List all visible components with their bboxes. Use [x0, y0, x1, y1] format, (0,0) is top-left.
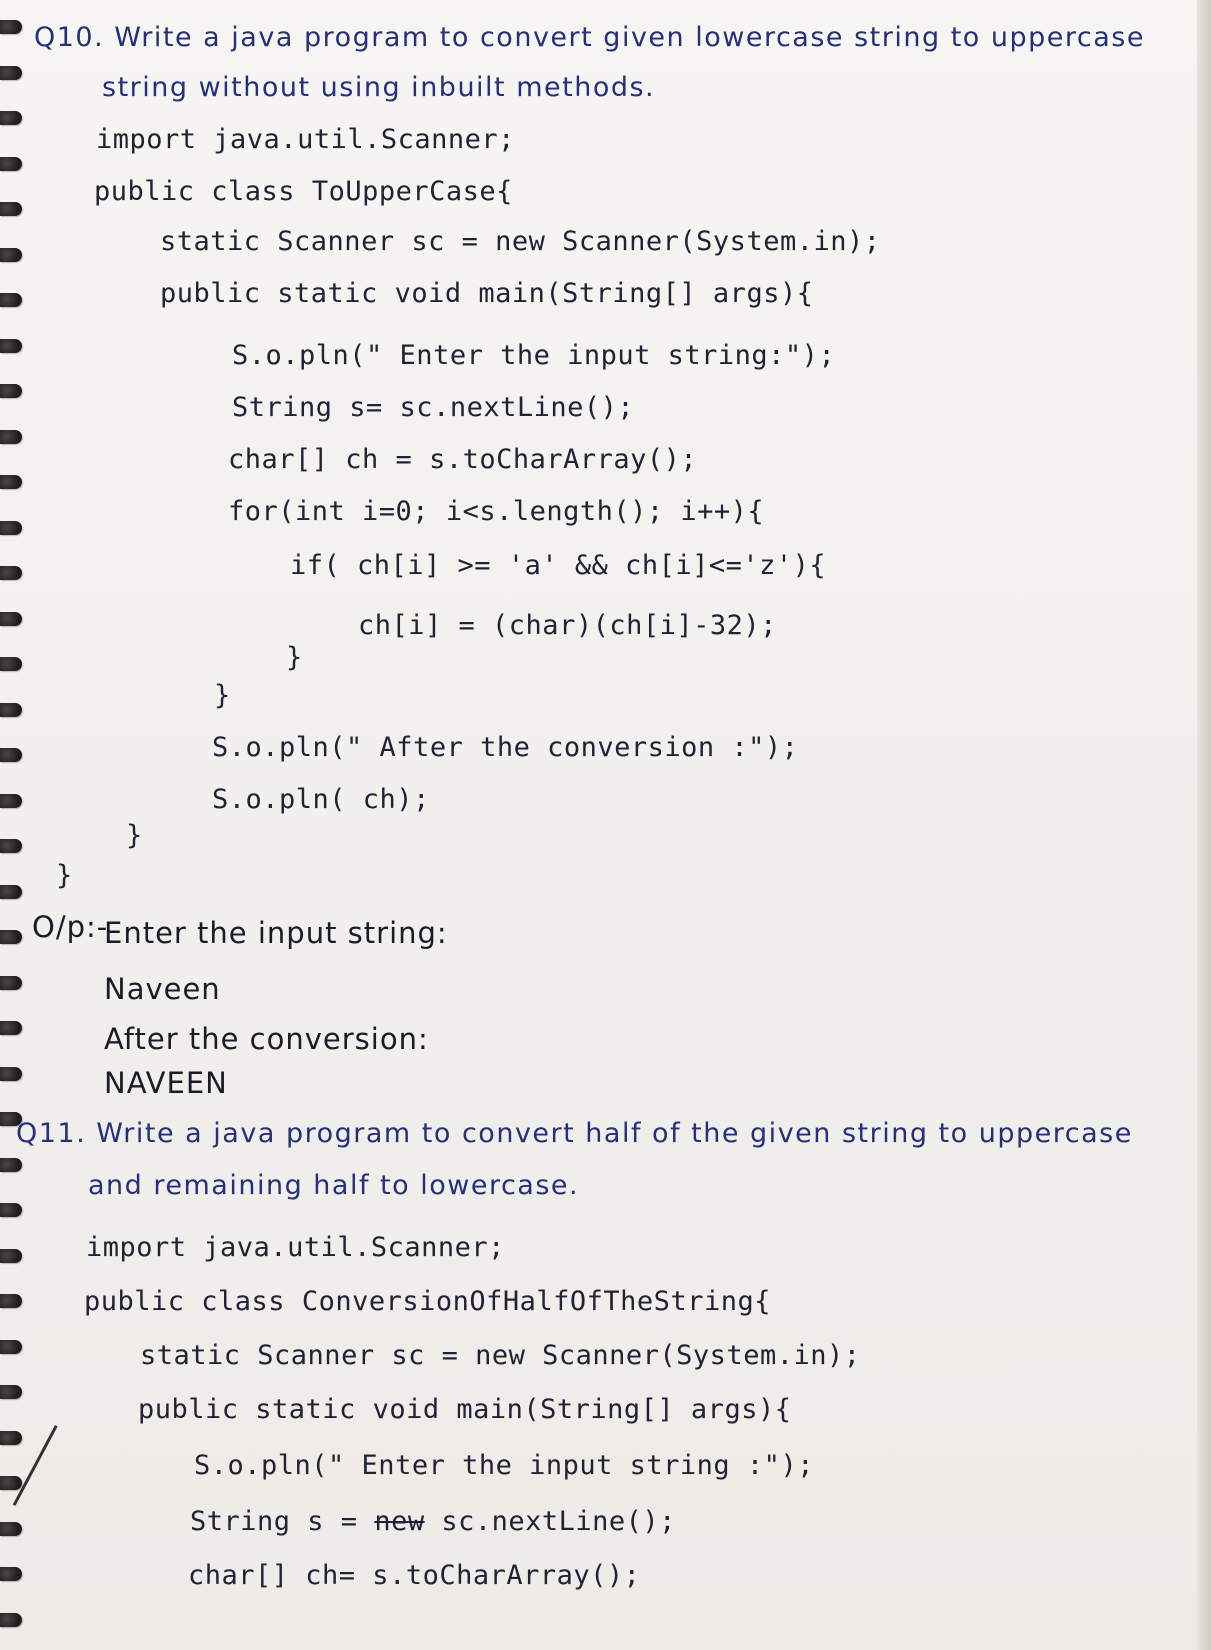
spiral-hole: [0, 657, 22, 671]
code-line: static Scanner sc = new Scanner(System.in);: [140, 1340, 861, 1371]
output-line: After the conversion:: [104, 1022, 429, 1056]
closing-brace: }: [286, 642, 303, 673]
code-line: import java.util.Scanner;: [96, 124, 515, 155]
spiral-hole: [0, 794, 22, 808]
output-label: O/p:-: [32, 910, 109, 944]
output-line: NAVEEN: [104, 1066, 228, 1100]
spiral-hole: [0, 1431, 22, 1445]
spiral-hole: [0, 885, 22, 899]
spiral-hole: [0, 111, 22, 125]
closing-brace: }: [214, 680, 231, 711]
spiral-hole: [0, 1294, 22, 1308]
code-line: char[] ch= s.toCharArray();: [188, 1560, 641, 1591]
code-segment: String s =: [190, 1506, 375, 1537]
spiral-hole: [0, 1249, 22, 1263]
spiral-hole: [0, 339, 22, 353]
code-line: public class ConversionOfHalfOfTheString{: [84, 1286, 771, 1317]
spiral-hole: [0, 748, 22, 762]
question-number: Q10.: [34, 22, 105, 53]
spiral-hole: [0, 612, 22, 626]
closing-brace: }: [56, 860, 73, 891]
spiral-hole: [0, 521, 22, 535]
code-line: import java.util.Scanner;: [86, 1232, 505, 1263]
spiral-hole: [0, 839, 22, 853]
spiral-hole: [0, 1158, 22, 1172]
spiral-hole: [0, 293, 22, 307]
spiral-binding: [0, 0, 30, 1650]
spiral-hole: [0, 930, 22, 944]
spiral-hole: [0, 1067, 22, 1081]
spiral-hole: [0, 703, 22, 717]
code-line: S.o.pln(" Enter the input string :");: [194, 1450, 814, 1481]
question-number: Q11.: [16, 1118, 87, 1149]
question-text: Write a java program to convert half of the given string to uppercase: [96, 1118, 1133, 1149]
output-line: Naveen: [104, 972, 221, 1006]
spiral-hole: [0, 384, 22, 398]
code-line: S.o.pln( ch);: [212, 784, 430, 815]
question-11: [16, 1118, 1133, 1149]
spiral-hole: [0, 1476, 22, 1490]
code-line: public static void main(String[] args){: [160, 278, 814, 309]
spiral-hole: [0, 430, 22, 444]
spiral-hole: [0, 1203, 22, 1217]
code-line: [190, 1506, 676, 1537]
question-11-line-2: and remaining half to lowercase.: [88, 1170, 580, 1201]
code-segment: sc.nextLine();: [424, 1506, 676, 1537]
question-text: Write a java program to convert given lowercase string to uppercase: [114, 22, 1145, 53]
code-line: S.o.pln(" After the conversion :");: [212, 732, 799, 763]
question-10: [34, 22, 1145, 53]
spiral-hole: [0, 1522, 22, 1536]
struck-out-word: new: [374, 1506, 425, 1537]
spiral-hole: [0, 1567, 22, 1581]
spiral-hole: [0, 1021, 22, 1035]
code-line: public class ToUpperCase{: [94, 176, 513, 207]
spiral-hole: [0, 1613, 22, 1627]
page-edge: [1197, 0, 1211, 1650]
code-line: S.o.pln(" Enter the input string:");: [232, 340, 836, 371]
code-line: static Scanner sc = new Scanner(System.in);: [160, 226, 881, 257]
question-10-line-2: string without using inbuilt methods.: [102, 72, 656, 103]
code-line: if( ch[i] >= 'a' && ch[i]<='z'){: [290, 550, 827, 581]
spiral-hole: [0, 1385, 22, 1399]
spiral-hole: [0, 157, 22, 171]
spiral-hole: [0, 976, 22, 990]
code-line: char[] ch = s.toCharArray();: [228, 444, 698, 475]
spiral-hole: [0, 248, 22, 262]
spiral-hole: [0, 566, 22, 580]
output-line: Enter the input string:: [104, 916, 448, 950]
code-line: String s= sc.nextLine();: [232, 392, 635, 423]
spiral-hole: [0, 1340, 22, 1354]
closing-brace: }: [126, 820, 143, 851]
code-line: ch[i] = (char)(ch[i]-32);: [358, 610, 777, 641]
spiral-hole: [0, 20, 22, 34]
code-line: for(int i=0; i<s.length(); i++){: [228, 496, 765, 527]
spiral-hole: [0, 66, 22, 80]
spiral-hole: [0, 202, 22, 216]
spiral-hole: [0, 475, 22, 489]
code-line: public static void main(String[] args){: [138, 1394, 792, 1425]
